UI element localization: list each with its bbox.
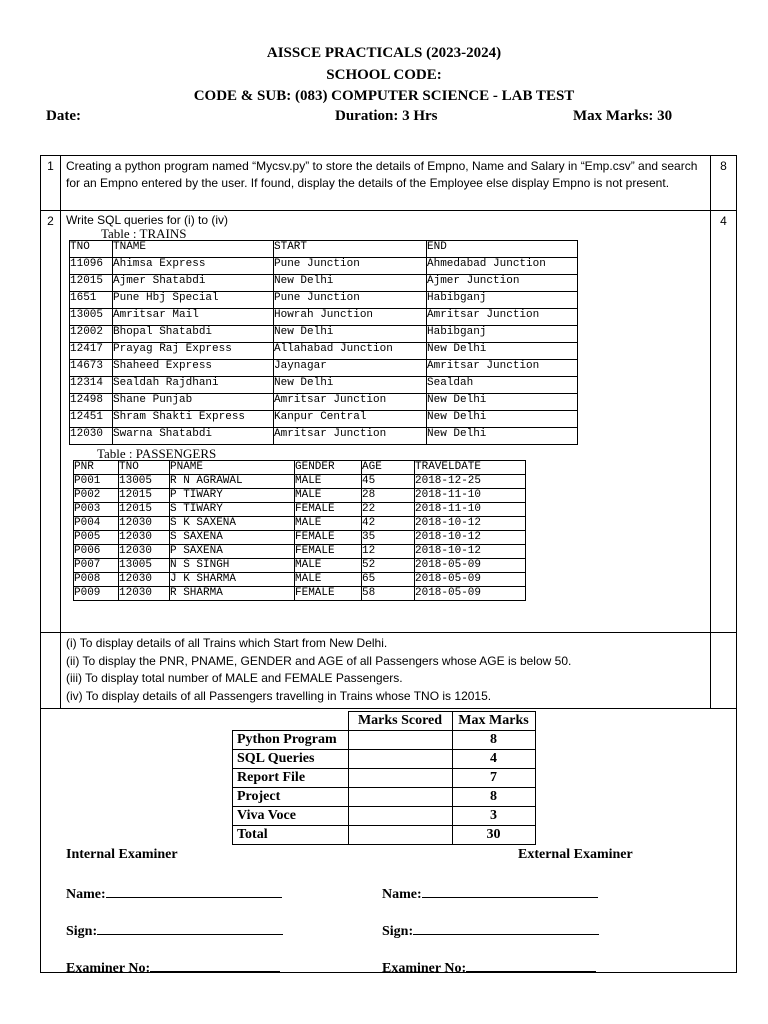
external-sign-field (382, 920, 599, 940)
table-cell: P009 (74, 587, 119, 601)
examiner-no-line (150, 957, 280, 972)
table-cell: 13005 (119, 559, 170, 573)
query-item: (i) To display details of all Trains which Start from New Delhi. (66, 636, 388, 650)
passengers-table (73, 460, 526, 601)
table-cell: 2018-12-25 (415, 475, 526, 489)
table-cell: 12015 (119, 503, 170, 517)
max-marks-cell: 3 (452, 807, 535, 826)
marks-scored-cell (348, 769, 452, 788)
passengers-row (74, 517, 526, 531)
internal-examiner-label: Internal Examiner (66, 847, 178, 862)
table-cell: S K SAXENA (170, 517, 295, 531)
table-cell: 52 (362, 559, 415, 573)
marks-row (233, 769, 536, 788)
table-cell: Bhopal Shatabdi (113, 326, 274, 343)
trains-row (70, 309, 578, 326)
school-code: SCHOOL CODE: (326, 67, 442, 83)
query-item: (iii) To display total number of MALE and FEMALE Passengers. (66, 671, 403, 685)
column-header: PNAME (170, 461, 295, 475)
table-cell: 12030 (119, 573, 170, 587)
table-cell: MALE (295, 559, 362, 573)
max-marks-cell: 4 (452, 750, 535, 769)
table-cell: New Delhi (274, 326, 427, 343)
table-cell: Howrah Junction (274, 309, 427, 326)
marks-scored-cell (348, 750, 452, 769)
marks-column-header: Marks Scored (348, 712, 452, 731)
table-cell: 28 (362, 489, 415, 503)
trains-row (70, 360, 578, 377)
sql-queries-list (61, 633, 710, 705)
table-cell: Amritsar Junction (427, 309, 578, 326)
table-cell: P008 (74, 573, 119, 587)
table-cell: 12030 (70, 428, 113, 445)
marks-column-header: Max Marks (452, 712, 535, 731)
table-cell: R N AGRAWAL (170, 475, 295, 489)
name-line (422, 883, 598, 898)
external-name-field (382, 883, 598, 903)
table-cell: P007 (74, 559, 119, 573)
marks-scored-cell (348, 807, 452, 826)
table-cell: 13005 (119, 475, 170, 489)
passengers-caption: Table : PASSENGERS (97, 446, 217, 461)
table-cell: Shram Shakti Express (113, 411, 274, 428)
passengers-row (74, 531, 526, 545)
passengers-row-header (74, 461, 526, 475)
table-cell: P001 (74, 475, 119, 489)
column-header: START (274, 241, 427, 258)
trains-row-header (70, 241, 578, 258)
table-cell: Ajmer Shatabdi (113, 275, 274, 292)
table-cell: Amritsar Junction (274, 394, 427, 411)
table-cell: Amritsar Junction (274, 428, 427, 445)
marks-header-row (233, 712, 536, 731)
date-label: Date: (46, 108, 81, 124)
trains-row (70, 428, 578, 445)
table-cell: 1651 (70, 292, 113, 309)
trains-row (70, 258, 578, 275)
marks-row (233, 750, 536, 769)
table-cell: Pune Junction (274, 258, 427, 275)
name-label: Name: (66, 887, 106, 902)
passengers-row (74, 545, 526, 559)
internal-sign-field (66, 920, 283, 940)
table-cell: Amritsar Mail (113, 309, 274, 326)
table-cell: P004 (74, 517, 119, 531)
max-marks-cell: 7 (452, 769, 535, 788)
marks-component-label: SQL Queries (233, 750, 349, 769)
table-cell: FEMALE (295, 531, 362, 545)
table-cell: Habibganj (427, 326, 578, 343)
question-marks: 8 (711, 156, 737, 211)
column-header: PNR (74, 461, 119, 475)
trains-row (70, 394, 578, 411)
table-cell: 2018-10-12 (415, 517, 526, 531)
max-marks-label: Max Marks: 30 (573, 108, 673, 124)
table-cell: MALE (295, 489, 362, 503)
table-cell: 12314 (70, 377, 113, 394)
trains-row (70, 275, 578, 292)
table-cell: J K SHARMA (170, 573, 295, 587)
table-cell: MALE (295, 517, 362, 531)
table-cell: 12498 (70, 394, 113, 411)
trains-table (69, 240, 578, 445)
column-header: TNAME (113, 241, 274, 258)
marks-scored-cell (348, 788, 452, 807)
table-cell: New Delhi (427, 411, 578, 428)
table-cell: 12030 (119, 517, 170, 531)
table-cell: 22 (362, 503, 415, 517)
examiner-no-label: Examiner No: (382, 961, 467, 976)
column-header: TNO (70, 241, 113, 258)
question-2-text: Write SQL queries for (i) to (iv) (66, 213, 229, 227)
table-cell: FEMALE (295, 545, 362, 559)
table-cell: Pune Junction (274, 292, 427, 309)
table-cell: New Delhi (274, 275, 427, 292)
table-cell: 12002 (70, 326, 113, 343)
table-cell: P TIWARY (170, 489, 295, 503)
passengers-row (74, 489, 526, 503)
table-cell: New Delhi (427, 394, 578, 411)
passengers-row (74, 573, 526, 587)
table-cell: Jaynagar (274, 360, 427, 377)
table-cell: 12030 (119, 587, 170, 601)
table-cell: 45 (362, 475, 415, 489)
examiner-no-line (466, 957, 596, 972)
subject-line: CODE & SUB: (083) COMPUTER SCIENCE - LAB TEST (193, 88, 575, 104)
external-examiner-no-field (382, 957, 596, 977)
table-cell: New Delhi (274, 377, 427, 394)
exam-title: AISSCE PRACTICALS (2023-2024) (266, 45, 502, 61)
max-marks-cell: 8 (452, 731, 535, 750)
table-cell: Ajmer Junction (427, 275, 578, 292)
table-cell: 2018-05-09 (415, 587, 526, 601)
max-marks-cell: 8 (452, 788, 535, 807)
table-cell: S SAXENA (170, 531, 295, 545)
table-cell: MALE (295, 573, 362, 587)
column-header: AGE (362, 461, 415, 475)
query-item: (ii) To display the PNR, PNAME, GENDER and AGE of all Passengers whose AGE is below 50. (66, 653, 572, 668)
sign-label: Sign: (382, 924, 414, 939)
trains-row (70, 292, 578, 309)
column-header: TNO (119, 461, 170, 475)
table-cell: FEMALE (295, 587, 362, 601)
marks-component-label: Viva Voce (233, 807, 349, 826)
table-cell: 13005 (70, 309, 113, 326)
table-cell: Allahabad Junction (274, 343, 427, 360)
marks-row (233, 826, 536, 845)
table-cell: N S SINGH (170, 559, 295, 573)
table-cell: 12015 (70, 275, 113, 292)
table-cell: Sealdah Rajdhani (113, 377, 274, 394)
table-cell: 42 (362, 517, 415, 531)
question-marks: 4 (711, 211, 737, 633)
table-cell: Swarna Shatabdi (113, 428, 274, 445)
table-cell: 12417 (70, 343, 113, 360)
table-cell: P003 (74, 503, 119, 517)
table-cell: Kanpur Central (274, 411, 427, 428)
table-cell: Ahmedabad Junction (427, 258, 578, 275)
external-examiner-label: External Examiner (518, 847, 633, 862)
table-cell: P SAXENA (170, 545, 295, 559)
table-cell: 2018-11-10 (415, 489, 526, 503)
table-cell: 14673 (70, 360, 113, 377)
name-label: Name: (382, 887, 422, 902)
question-number: 1 (41, 156, 61, 211)
table-cell: 12030 (119, 545, 170, 559)
trains-row (70, 326, 578, 343)
table-cell: 2018-05-09 (415, 573, 526, 587)
table-cell: Shaheed Express (113, 360, 274, 377)
table-cell: FEMALE (295, 503, 362, 517)
table-cell: New Delhi (427, 428, 578, 445)
table-cell: MALE (295, 475, 362, 489)
table-cell: S TIWARY (170, 503, 295, 517)
table-cell: 58 (362, 587, 415, 601)
table-cell: 2018-05-09 (415, 559, 526, 573)
passengers-row (74, 475, 526, 489)
passengers-row (74, 503, 526, 517)
table-cell: 2018-11-10 (415, 503, 526, 517)
internal-name-field (66, 883, 282, 903)
duration-label: Duration: 3 Hrs (335, 108, 438, 124)
table-cell: 65 (362, 573, 415, 587)
trains-row (70, 411, 578, 428)
passengers-row (74, 587, 526, 601)
marks-column-header (233, 712, 349, 731)
query-item: (iv) To display details of all Passengers travelling in Trains whose TNO is 12015. (66, 688, 492, 703)
passengers-row (74, 559, 526, 573)
marks-row (233, 731, 536, 750)
trains-row (70, 343, 578, 360)
table-cell: R SHARMA (170, 587, 295, 601)
sign-label: Sign: (66, 924, 98, 939)
max-marks-cell: 30 (452, 826, 535, 845)
internal-examiner-no-field (66, 957, 280, 977)
table-cell: 2018-10-12 (415, 531, 526, 545)
column-header: GENDER (295, 461, 362, 475)
table-cell: P002 (74, 489, 119, 503)
table-cell: Prayag Raj Express (113, 343, 274, 360)
table-cell: Habibganj (427, 292, 578, 309)
marks-component-label: Project (233, 788, 349, 807)
sign-line (413, 920, 599, 935)
marks-row (233, 807, 536, 826)
column-header: END (427, 241, 578, 258)
table-cell: Pune Hbj Special (113, 292, 274, 309)
trains-caption: Table : TRAINS (101, 226, 187, 241)
table-cell: 35 (362, 531, 415, 545)
marks-summary-table (232, 711, 536, 845)
question-1-text: Creating a python program named “Mycsv.py” to store the details of Empno, Name and Salary in “Emp.csv” and search for an Empno entered by the user. If found, display the details of the Employee else display Empno is not present. (66, 159, 698, 190)
table-cell: Ahimsa Express (113, 258, 274, 275)
table-cell: 12 (362, 545, 415, 559)
table-cell: 2018-10-12 (415, 545, 526, 559)
marks-scored-cell (348, 731, 452, 750)
trains-row (70, 377, 578, 394)
table-cell: Sealdah (427, 377, 578, 394)
column-header: TRAVELDATE (415, 461, 526, 475)
table-cell: 11096 (70, 258, 113, 275)
table-cell: P006 (74, 545, 119, 559)
table-cell: 12030 (119, 531, 170, 545)
sign-line (97, 920, 283, 935)
marks-scored-cell (348, 826, 452, 845)
table-cell: 12451 (70, 411, 113, 428)
table-cell: P005 (74, 531, 119, 545)
name-line (106, 883, 282, 898)
table-cell: Amritsar Junction (427, 360, 578, 377)
examiner-no-label: Examiner No: (66, 961, 151, 976)
question-number: 2 (41, 211, 61, 633)
table-cell: Shane Punjab (113, 394, 274, 411)
marks-component-label: Python Program (233, 731, 349, 750)
marks-component-label: Report File (233, 769, 349, 788)
table-cell: 12015 (119, 489, 170, 503)
table-cell: New Delhi (427, 343, 578, 360)
marks-component-label: Total (233, 826, 349, 845)
marks-row (233, 788, 536, 807)
